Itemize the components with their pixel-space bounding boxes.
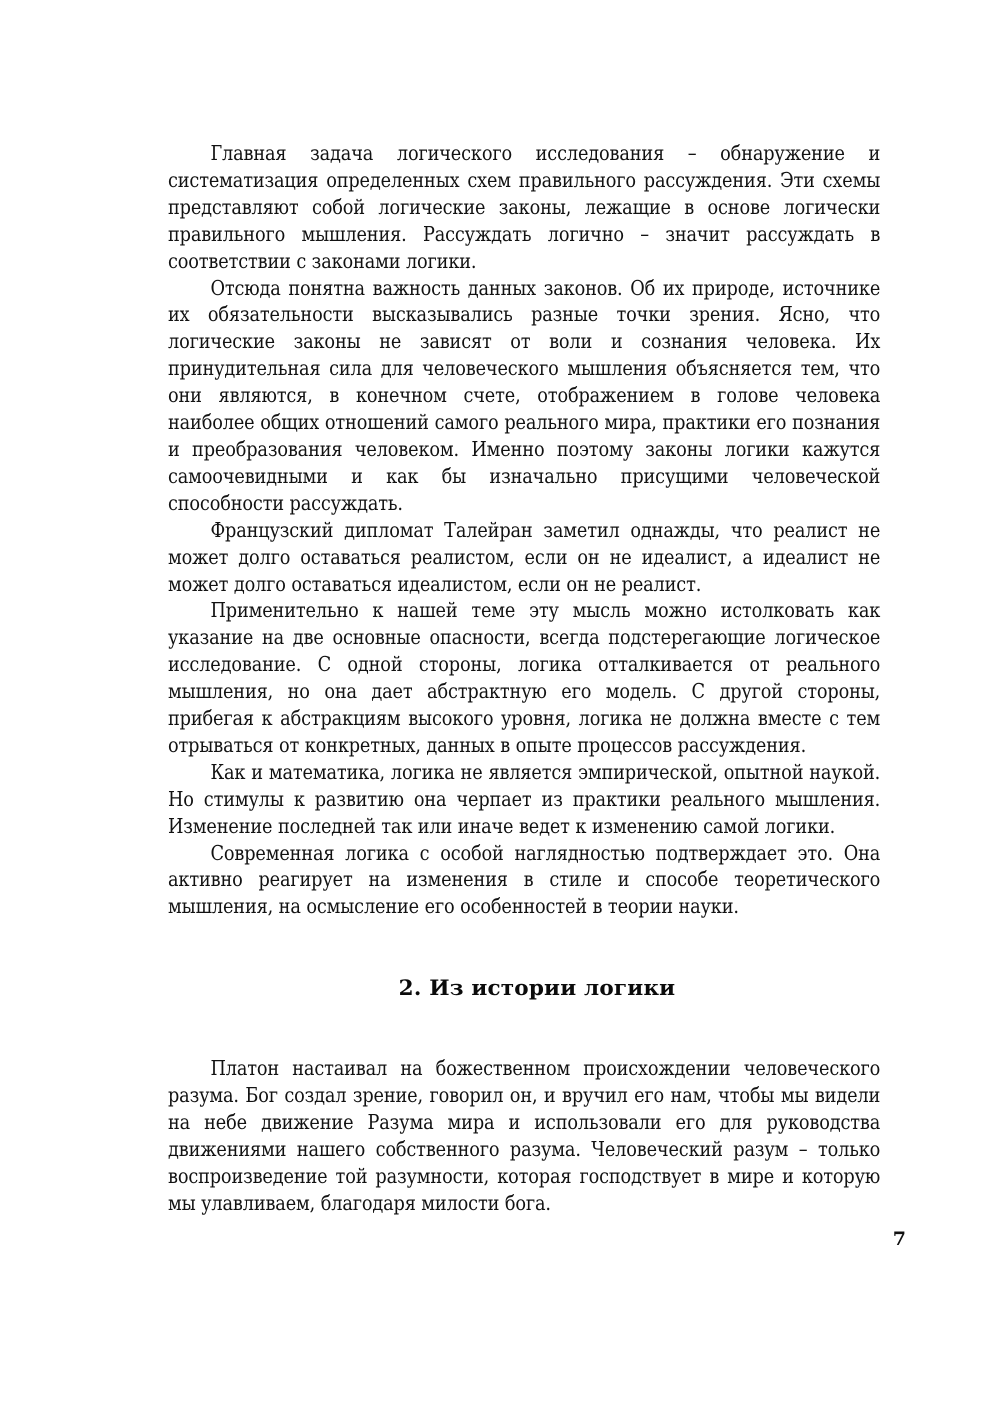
paragraph-main-task: Главная задача логического исследования – обнаружение и систематизация определенных схем правильного рассуждения. Эти схемы представляют собой логические законы, лежащие в основе логически правильного мышления. Рассуждать логично – значит рассуждать в соответствии с законами логики. — [168, 141, 881, 273]
page-text-block — [168, 140, 906, 1217]
paragraph-modern-logic: Современная логика с особой наглядностью подтверждает это. Она активно реагирует на изменения в стиле и способе теоретического мышления, на осмысление его особенностей в теории науки. — [168, 840, 881, 919]
section-heading-history-of-logic: 2. Из истории логики — [398, 976, 676, 1002]
paragraph-plato: Платон настаивал на божественном происхождении человеческого разума. Бог создал зрение, говорил он, и вручил его нам, чтобы мы видели на небе движение Разума мира и использовали его для руководства движениями нашего собственного разума. Человеческий разум – только воспроизведение той разумности, которая господствует в мире и которую мы улавливаем, благодаря милости бога. — [168, 1056, 881, 1215]
page-number: 7 — [892, 1228, 906, 1250]
paragraph-two-dangers: Применительно к нашей теме эту мысль можно истолковать как указание на две основные опасности, всегда подстерегающие логическое исследование. С одной стороны, логика отталкивается от реального мышления, но она дает абстрактную его модель. С другой стороны, прибегая к абстракциям высокого уровня, логика не должна вместе с тем отрываться от конкретных, данных в опыте процессов рассуждения. — [168, 598, 881, 757]
paragraph-like-mathematics: Как и математика, логика не является эмпирической, опытной наукой. Но стимулы к развитию она черпает из практики реального мышления. Изменение последней так или иначе ведет к изменению самой логики. — [168, 759, 881, 838]
paragraph-importance-of-laws: Отсюда понятна важность данных законов. Об их природе, источнике их обязательности высказывались разные точки зрения. Ясно, что логические законы не зависят от воли и сознания человека. Их принудительная сила для человеческого мышления объясняется тем, что они являются, в конечном счете, отображением в голове человека наиболее общих отношений самого реального мира, практики его познания и преобразования человеком. Именно поэтому законы логики кажутся самоочевидными и как бы изначально присущими человеческой способности рассуждать. — [168, 275, 881, 515]
paragraph-talleyrand: Французский дипломат Талейран заметил однажды, что реалист не может долго оставаться реалистом, если он не идеалист, а идеалист не может долго оставаться идеалистом, если он не реалист. — [168, 517, 881, 596]
